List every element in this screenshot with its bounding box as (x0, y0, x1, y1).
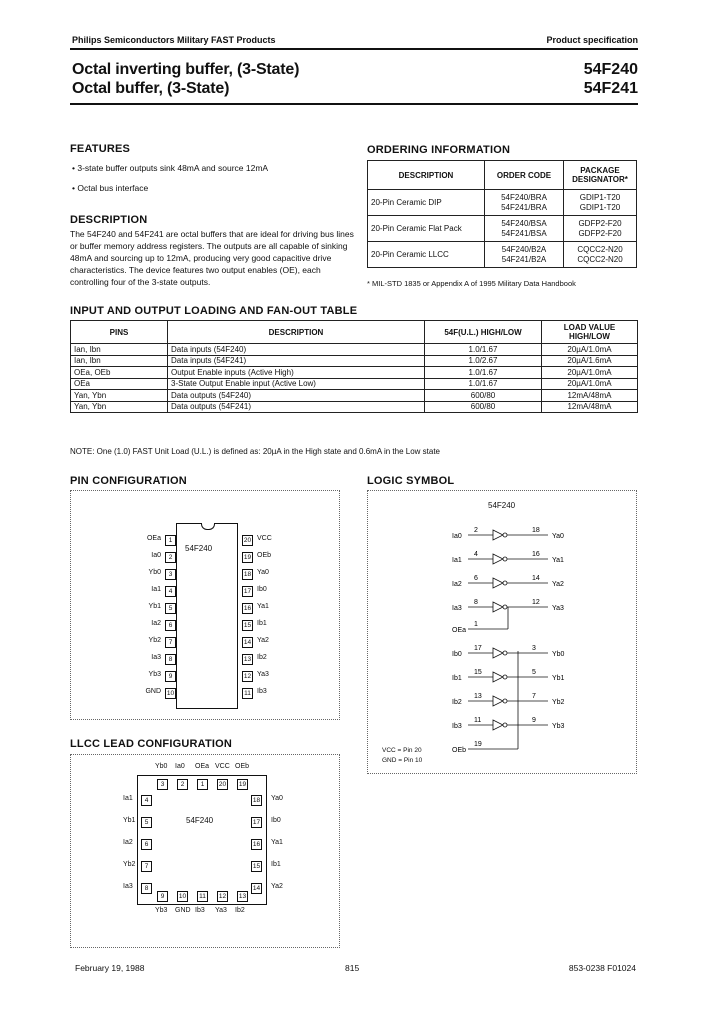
dip-pin-number: 5 (165, 603, 176, 614)
logic-input-label: Ia0 (452, 533, 462, 540)
ordering-heading: ORDERING INFORMATION (367, 144, 511, 156)
dip-pin-number: 19 (243, 554, 252, 561)
io-cell: 600/80 (425, 390, 542, 402)
io-col-description: DESCRIPTION (168, 321, 425, 344)
llcc-top-label: Yb0 (155, 763, 168, 770)
llcc-right-label: Ya0 (271, 795, 283, 802)
footer-date: February 19, 1988 (75, 963, 145, 973)
dip-pin-number: 7 (165, 637, 176, 648)
logic-input-pin: 11 (474, 717, 482, 724)
ordering-table (367, 160, 637, 268)
logic-output-label: Yb2 (552, 699, 565, 706)
llcc-top-pin: 19 (238, 781, 247, 788)
features-heading: FEATURES (70, 143, 131, 155)
title-line1: Octal inverting buffer, (3-State) (72, 61, 300, 78)
dip-pin-label: Ya1 (257, 603, 269, 610)
ordering-col-package: PACKAGE DESIGNATOR* (564, 161, 637, 190)
dip-pin-number: 13 (243, 656, 252, 663)
footer-page: 815 (345, 963, 360, 973)
dip-pin-label: VCC (257, 535, 272, 542)
title-rule (70, 103, 638, 105)
ordering-cell: 54F240/BRA 54F241/BRA (485, 190, 564, 216)
io-col-load: LOAD VALUE HIGH/LOW (542, 321, 638, 344)
io-cell: Data inputs (54F241) (168, 355, 425, 367)
llcc-top-pin: 1 (197, 779, 208, 790)
llcc-left-label: Ia2 (123, 839, 133, 846)
table-row (71, 401, 638, 413)
io-cell: Data outputs (54F241) (168, 401, 425, 413)
dip-pin-number: 15 (243, 622, 252, 629)
dip-pin-number: 9 (165, 671, 176, 682)
llcc-top-pin: 20 (218, 781, 227, 788)
llcc-right-pin: 14 (252, 885, 261, 892)
llcc-left-label: Yb1 (123, 817, 136, 824)
llcc-bottom-label: Yb3 (155, 907, 168, 914)
dip-pin-number: 14 (243, 639, 252, 646)
llcc-right-pin: 15 (252, 863, 261, 870)
logic-output-label: Ya1 (552, 557, 564, 564)
part-number-2: 54F241 (583, 80, 638, 97)
logic-output-pin: 16 (532, 551, 540, 558)
logic-input-pin: 8 (474, 599, 478, 606)
logic-output-pin: 5 (532, 669, 536, 676)
logic-output-label: Yb0 (552, 651, 565, 658)
header-company: Philips Semiconductors Military FAST Products (72, 35, 276, 45)
dip-pin-number: 12 (243, 673, 252, 680)
logic-oeb-label: OEb (452, 747, 467, 754)
llcc-figure (70, 754, 340, 948)
io-cell: Yan, Ybn (71, 390, 168, 402)
llcc-left-pin: 4 (141, 795, 152, 806)
features-list (72, 162, 352, 194)
logic-input-label: Ib2 (452, 699, 462, 706)
io-cell: 1.0/1.67 (425, 344, 542, 356)
io-cell: Ian, Ibn (71, 344, 168, 356)
table-row (71, 355, 638, 367)
logic-symbol-svg (368, 491, 636, 773)
io-header-row (71, 321, 638, 344)
dip-pin-number: 11 (242, 688, 253, 699)
io-cell: Ian, Ibn (71, 355, 168, 367)
logic-gates (452, 527, 565, 754)
logic-input-pin: 6 (474, 575, 478, 582)
table-row (368, 216, 637, 242)
io-cell: 12mA/48mA (542, 401, 638, 413)
io-col-pins: PINS (71, 321, 168, 344)
ordering-col-description: DESCRIPTION (368, 161, 485, 190)
llcc-right-label: Ya2 (271, 883, 283, 890)
io-cell: 12mA/48mA (542, 390, 638, 402)
logic-input-pin: 2 (474, 527, 478, 534)
dip-pin-label: Yb3 (148, 671, 161, 678)
logic-input-label: Ib3 (452, 723, 462, 730)
llcc-left-label: Ia1 (123, 795, 133, 802)
logic-input-pin: 13 (474, 693, 482, 700)
dip-pin-number: 6 (165, 620, 176, 631)
buffer-gate (493, 554, 503, 564)
table-row (368, 242, 637, 268)
dip-chip-label: 54F240 (185, 544, 213, 553)
ordering-cell: GDIP1-T20 GDIP1-T20 (564, 190, 637, 216)
llcc-bottom-pin: 10 (178, 893, 187, 900)
io-cell: 1.0/2.67 (425, 355, 542, 367)
feature-item: • Octal bus interface (72, 183, 149, 193)
logic-output-label: Ya0 (552, 533, 564, 540)
llcc-top-pin: 3 (157, 779, 168, 790)
llcc-bottom-label: Ib3 (195, 907, 205, 914)
ordering-cell: CQCC2-N20 CQCC2-N20 (564, 242, 637, 268)
title-line2: Octal buffer, (3-State) (72, 80, 230, 97)
llcc-top-pin: 2 (177, 779, 188, 790)
dip-pin-label: Ia1 (151, 586, 161, 593)
inversion-bubble (503, 533, 507, 537)
llcc-top-label: Ia0 (175, 763, 185, 770)
logic-symbol-figure (367, 490, 637, 774)
ordering-cell: GDFP2-F20 GDFP2-F20 (564, 216, 637, 242)
logic-input-label: Ib1 (452, 675, 462, 682)
feature-item: • 3-state buffer outputs sink 48mA and source 12mA (72, 163, 269, 173)
dip-pin-label: Ia2 (151, 620, 161, 627)
buffer-gate (493, 720, 503, 730)
logic-input-label: Ia3 (452, 605, 462, 612)
logic-input-pin: 17 (474, 645, 482, 652)
logic-symbol-heading: LOGIC SYMBOL (367, 475, 455, 487)
io-cell: 3-State Output Enable input (Active Low) (168, 378, 425, 390)
inversion-bubble (503, 651, 507, 655)
dip-pin-label: Ya0 (257, 569, 269, 576)
logic-output-label: Ya2 (552, 581, 564, 588)
dip-pin-label: Yb1 (148, 603, 161, 610)
logic-power-gnd: GND = Pin 10 (382, 757, 423, 764)
dip-pin-label: Ia3 (151, 654, 161, 661)
logic-input-label: Ia2 (452, 581, 462, 588)
dip-pin-number: 3 (165, 569, 176, 580)
dip-pin-label: Ib2 (257, 654, 267, 661)
dip-pin-label: Yb2 (148, 637, 161, 644)
dip-pin-number: 18 (243, 571, 252, 578)
header-rule (70, 48, 638, 50)
logic-input-pin: 4 (474, 551, 478, 558)
io-cell: 1.0/1.67 (425, 378, 542, 390)
dip-pin-label: Ib0 (257, 586, 267, 593)
description-heading: DESCRIPTION (70, 214, 148, 226)
io-cell: Data inputs (54F240) (168, 344, 425, 356)
logic-output-pin: 12 (532, 599, 540, 606)
io-cell: 20µA/1.0mA (542, 344, 638, 356)
table-row (71, 378, 638, 390)
llcc-right-label: Ya1 (271, 839, 283, 846)
llcc-right-pin: 16 (252, 841, 261, 848)
logic-input-label: Ia1 (452, 557, 462, 564)
dip-pin-label: Ya2 (257, 637, 269, 644)
io-cell: Output Enable inputs (Active High) (168, 367, 425, 379)
logic-oea-pin: 1 (474, 621, 478, 628)
llcc-left-label: Ia3 (123, 883, 133, 890)
ordering-cell: 20-Pin Ceramic LLCC (368, 242, 485, 268)
dip-pin-number: 8 (165, 654, 176, 665)
ordering-footnote: * MIL-STD 1835 or Appendix A of 1995 Military Data Handbook (367, 279, 576, 288)
dip-pin-label: Yb0 (148, 569, 161, 576)
dip-pin-number: 1 (165, 535, 176, 546)
table-row (71, 344, 638, 356)
logic-oea-label: OEa (452, 627, 467, 634)
dip-pin-label: Ia0 (151, 552, 161, 559)
logic-output-pin: 18 (532, 527, 540, 534)
llcc-left-pin: 6 (141, 839, 152, 850)
logic-input-label: Ib0 (452, 651, 462, 658)
dip-pin-label: OEb (257, 552, 272, 559)
dip-pin-number: 4 (165, 586, 176, 597)
table-row (368, 190, 637, 216)
llcc-right-label: Ib1 (271, 861, 281, 868)
logic-chip-label: 54F240 (488, 501, 516, 510)
io-table-note: NOTE: One (1.0) FAST Unit Load (U.L.) is defined as: 20µA in the High state and 0.6mA in the Low state (70, 447, 440, 456)
llcc-right-pin: 17 (252, 819, 261, 826)
llcc-bottom-label: GND (175, 907, 191, 914)
io-cell: Data outputs (54F240) (168, 390, 425, 402)
dip-pin-number: 10 (166, 690, 175, 697)
table-row (71, 367, 638, 379)
dip-pin-number: 16 (243, 605, 252, 612)
io-table (70, 320, 638, 413)
llcc-bottom-pin: 13 (238, 893, 247, 900)
llcc-left-pin: 7 (141, 861, 152, 872)
logic-power-vcc: VCC = Pin 20 (382, 747, 422, 754)
ordering-cell: 20-Pin Ceramic DIP (368, 190, 485, 216)
dip-pin-label: Ib1 (257, 620, 267, 627)
io-cell: 600/80 (425, 401, 542, 413)
pin-config-figure (70, 490, 340, 720)
buffer-gate (493, 530, 503, 540)
buffer-gate (493, 696, 503, 706)
llcc-bottom-label: Ib2 (235, 907, 245, 914)
dip-pin-number: 20 (243, 537, 252, 544)
footer-code: 853-0238 F01024 (568, 963, 636, 973)
llcc-left-pin: 8 (141, 883, 152, 894)
ordering-cell: 54F240/BSA 54F241/BSA (485, 216, 564, 242)
table-row (71, 390, 638, 402)
buffer-gate (493, 578, 503, 588)
dip-pin-label: GND (145, 688, 161, 695)
inversion-bubble (503, 605, 507, 609)
llcc-bottom-pin: 9 (157, 891, 168, 902)
inversion-bubble (503, 581, 507, 585)
logic-oeb-pin: 19 (474, 741, 482, 748)
ordering-cell: 54F240/B2A 54F241/B2A (485, 242, 564, 268)
llcc-right-label: Ib0 (271, 817, 281, 824)
description-text: The 54F240 and 54F241 are octal buffers that are ideal for driving bus lines or buffer memory address registers. The outputs are all capable of sinking 48mA and sourcing up to 12mA, producing very good capacitive drive characteristics. The device features two output enables (OE), each controlling four of the 3-state outputs. (70, 229, 354, 287)
io-cell: 20µA/1.0mA (542, 367, 638, 379)
dip-pin-label: OEa (146, 535, 161, 542)
logic-output-pin: 7 (532, 693, 536, 700)
inversion-bubble (503, 699, 507, 703)
llcc-heading: LLCC LEAD CONFIGURATION (70, 738, 233, 750)
inversion-bubble (503, 557, 507, 561)
io-cell: 20µA/1.6mA (542, 355, 638, 367)
ordering-header-row (368, 161, 637, 190)
inversion-bubble (503, 723, 507, 727)
io-cell: OEa (71, 378, 168, 390)
dip-chip-body (176, 523, 238, 709)
logic-output-pin: 9 (532, 717, 536, 724)
io-cell: OEa, OEb (71, 367, 168, 379)
logic-output-label: Yb1 (552, 675, 565, 682)
io-cell: Yan, Ybn (71, 401, 168, 413)
llcc-bottom-label: Ya3 (215, 907, 227, 914)
io-cell: 1.0/1.67 (425, 367, 542, 379)
inversion-bubble (503, 675, 507, 679)
header-spec: Product specification (546, 35, 638, 45)
llcc-left-pin: 5 (141, 817, 152, 828)
logic-output-pin: 14 (532, 575, 540, 582)
llcc-bottom-pin: 11 (197, 891, 208, 902)
ordering-col-order-code: ORDER CODE (485, 161, 564, 190)
logic-output-label: Ya3 (552, 605, 564, 612)
io-table-heading: INPUT AND OUTPUT LOADING AND FAN-OUT TABLE (70, 305, 358, 317)
llcc-top-label: OEb (235, 763, 250, 770)
pin-config-heading: PIN CONFIGURATION (70, 475, 187, 487)
llcc-top-label: VCC (215, 763, 230, 770)
io-cell: 20µA/1.0mA (542, 378, 638, 390)
buffer-gate (493, 672, 503, 682)
part-number-1: 54F240 (583, 61, 638, 78)
llcc-chip-body (137, 775, 267, 905)
dip-pin-number: 17 (243, 588, 252, 595)
llcc-left-label: Yb2 (123, 861, 136, 868)
llcc-chip-label: 54F240 (186, 816, 214, 825)
dip-pin-label: Ya3 (257, 671, 269, 678)
dip-pin-label: Ib3 (257, 688, 267, 695)
buffer-gate (493, 648, 503, 658)
logic-output-label: Yb3 (552, 723, 565, 730)
dip-notch (201, 523, 215, 530)
dip-pin-number: 2 (165, 552, 176, 563)
llcc-right-pin: 18 (252, 797, 261, 804)
buffer-gate (493, 602, 503, 612)
logic-output-pin: 3 (532, 645, 536, 652)
llcc-top-label: OEa (195, 763, 210, 770)
logic-input-pin: 15 (474, 669, 482, 676)
io-col-ul: 54F(U.L.) HIGH/LOW (425, 321, 542, 344)
ordering-cell: 20-Pin Ceramic Flat Pack (368, 216, 485, 242)
llcc-bottom-pin: 12 (218, 893, 227, 900)
